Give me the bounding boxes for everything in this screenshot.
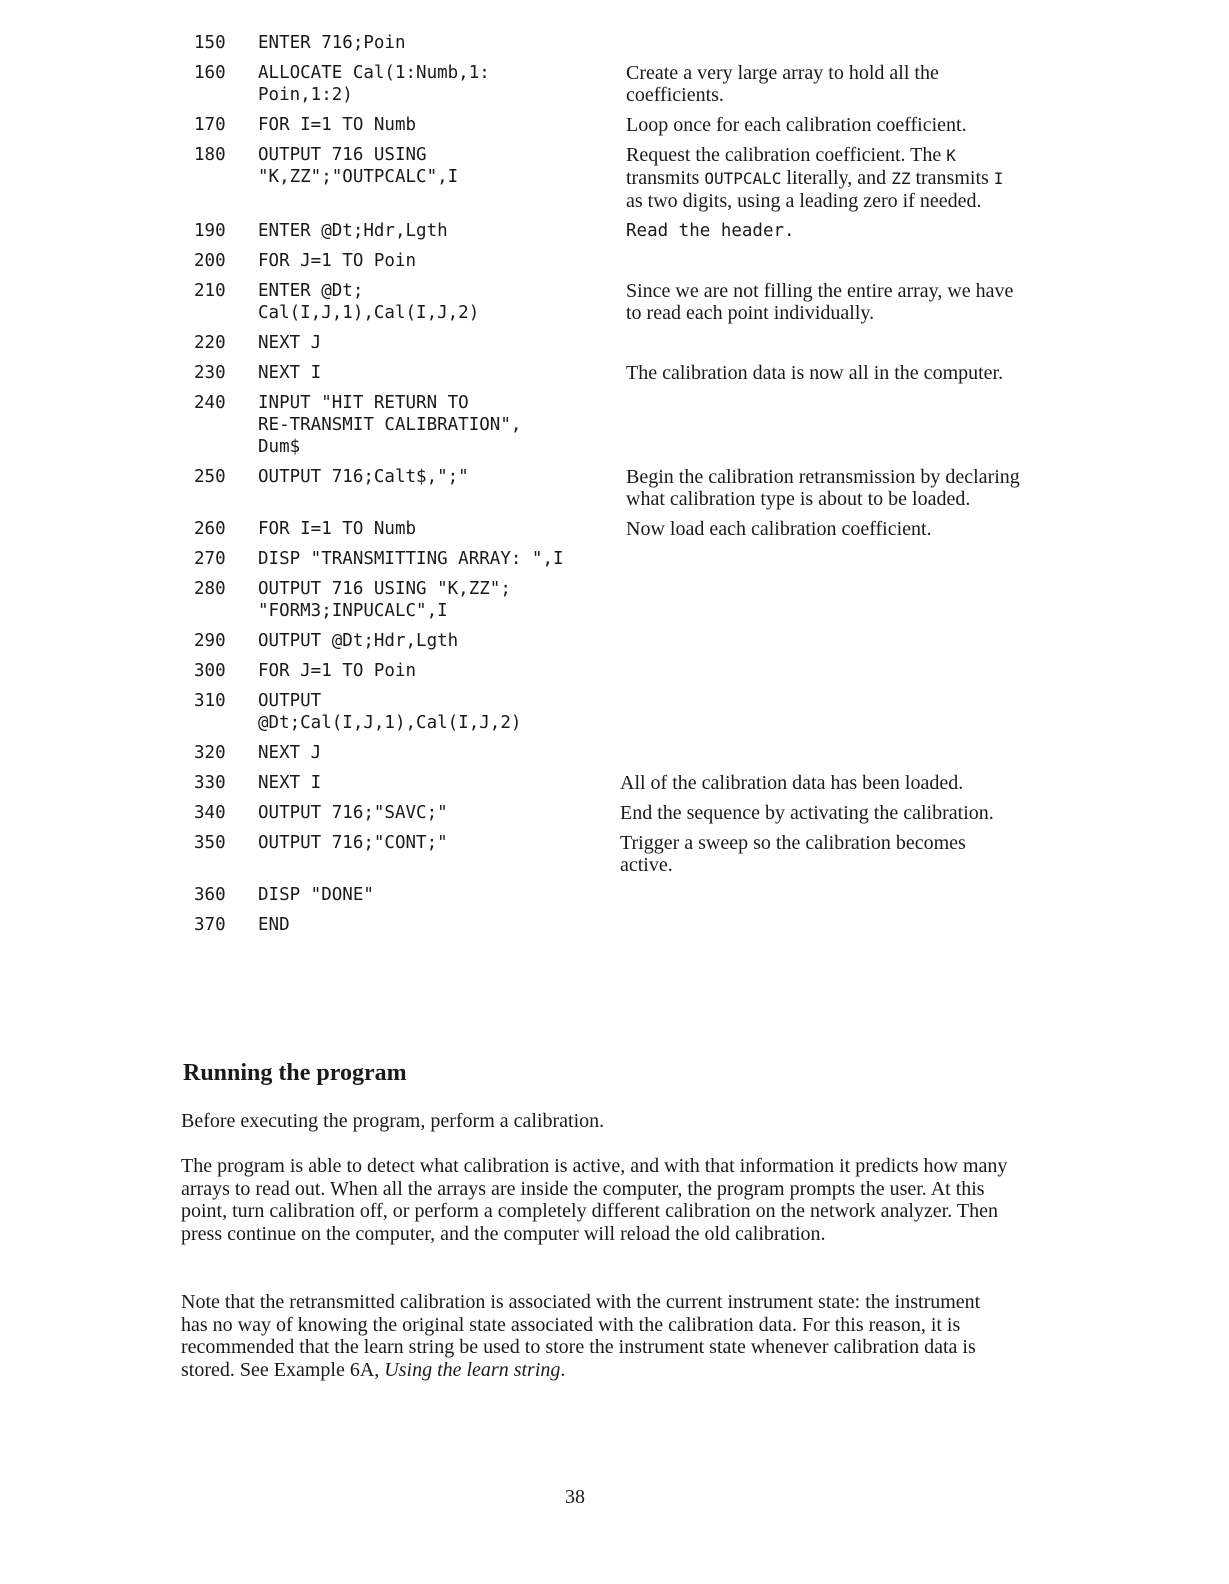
comment-text: The calibration data is now all in the computer. (626, 362, 1004, 384)
code-text: OUTPUT 716 USING "K,ZZ";"OUTPCALC",I (258, 145, 459, 187)
listing-row (180, 518, 1020, 540)
listing-row (180, 392, 1020, 458)
listing-row (180, 280, 1020, 324)
page-number: 38 (565, 1486, 585, 1508)
listing-row (180, 578, 1020, 622)
comment-text: Begin the calibration retransmission by declaring what calibration type is about to be loaded. (626, 466, 1020, 510)
listing-row (180, 832, 1020, 876)
comment-text: Loop once for each calibration coefficient. (626, 114, 967, 136)
code-text: DISP "DONE" (258, 885, 374, 905)
comment-text: Create a very large array to hold all the coefficients. (626, 62, 939, 106)
paragraph: Before executing the program, perform a calibration. (181, 1110, 605, 1132)
cross-reference: Using the learn string (384, 1358, 561, 1381)
line-number: 340 (194, 803, 226, 823)
comment-text: Now load each calibration coefficient. (626, 518, 932, 540)
listing-row (180, 802, 1020, 824)
listing-row (180, 742, 1020, 764)
line-number: 230 (194, 363, 226, 383)
line-number: 290 (194, 631, 226, 651)
line-number: 220 (194, 333, 226, 353)
listing-row (180, 914, 1020, 936)
section-heading: Running the program (183, 1060, 407, 1086)
line-number: 250 (194, 467, 226, 487)
line-number: 310 (194, 691, 226, 711)
code-text: OUTPUT 716;"SAVC;" (258, 803, 448, 823)
listing-row (180, 660, 1020, 682)
code-text: FOR I=1 TO Numb (258, 519, 417, 539)
line-number: 280 (194, 579, 226, 599)
code-text: FOR J=1 TO Poin (258, 661, 417, 681)
line-number: 190 (194, 221, 226, 241)
paragraph: The program is able to detect what calibration is active, and with that information it predicts how many arrays to read out. When all the arrays are inside the computer, the program prompts the user. At this point, turn calibration off, or perform a completely different calibration on the network analyzer. Then press continue on the computer, and the computer will reload the old calibration. (181, 1155, 1008, 1245)
listing-row (180, 362, 1020, 384)
code-text: ALLOCATE Cal(1:Numb,1: Poin,1:2) (258, 63, 490, 105)
comment-text: Trigger a sweep so the calibration becomes active. (620, 832, 966, 876)
code-text: DISP "TRANSMITTING ARRAY: ",I (258, 549, 564, 569)
code-text: FOR I=1 TO Numb (258, 115, 417, 135)
code-text: OUTPUT 716 USING "K,ZZ"; "FORM3;INPUCALC",I (258, 579, 511, 621)
listing-row (180, 144, 1020, 212)
listing-row (180, 114, 1020, 136)
code-text: ENTER @Dt;Hdr,Lgth (258, 221, 448, 241)
code-text: NEXT I (258, 363, 322, 383)
line-number: 260 (194, 519, 226, 539)
listing-row (180, 772, 1020, 794)
code-text: NEXT J (258, 333, 322, 353)
code-text: FOR J=1 TO Poin (258, 251, 417, 271)
line-number: 240 (194, 393, 226, 413)
listing-row (180, 32, 1020, 54)
line-number: 320 (194, 743, 226, 763)
listing-row (180, 548, 1020, 570)
code-text: OUTPUT 716;"CONT;" (258, 833, 448, 853)
listing-row (180, 250, 1020, 272)
listing-row (180, 220, 1020, 242)
line-number: 370 (194, 915, 226, 935)
code-text: ENTER @Dt; Cal(I,J,1),Cal(I,J,2) (258, 281, 480, 323)
comment-text: Request the calibration coefficient. The K transmits OUTPCALC literally, and ZZ transmits I as two digits, using a leading zero if needed. (626, 144, 1004, 212)
comment-text: Since we are not filling the entire array, we have to read each point individually. (626, 280, 1014, 324)
listing-row (180, 884, 1020, 906)
line-number: 270 (194, 549, 226, 569)
listing-row (180, 630, 1020, 652)
code-text: OUTPUT 716;Calt$,";" (258, 467, 469, 487)
line-number: 150 (194, 33, 226, 53)
listing-row (180, 332, 1020, 354)
comment-text: All of the calibration data has been loaded. (620, 772, 964, 794)
line-number: 210 (194, 281, 226, 301)
line-number: 360 (194, 885, 226, 905)
line-number: 170 (194, 115, 226, 135)
comment-text: Read the header. (626, 221, 795, 241)
comment-text: End the sequence by activating the calibration. (620, 802, 994, 824)
line-number: 180 (194, 145, 226, 165)
line-number: 200 (194, 251, 226, 271)
program-listing (180, 32, 1020, 944)
code-text: OUTPUT @Dt;Cal(I,J,1),Cal(I,J,2) (258, 691, 522, 733)
line-number: 350 (194, 833, 226, 853)
listing-row (180, 690, 1020, 734)
code-text: NEXT I (258, 773, 322, 793)
line-number: 330 (194, 773, 226, 793)
code-text: ENTER 716;Poin (258, 33, 406, 53)
code-text: INPUT "HIT RETURN TO RE-TRANSMIT CALIBRATION", Dum$ (258, 393, 522, 457)
listing-row (180, 62, 1020, 106)
code-text: OUTPUT @Dt;Hdr,Lgth (258, 631, 459, 651)
paragraph: Note that the retransmitted calibration is associated with the current instrument state: the instrument has no way of knowing the original state associated with the calibration data. For this reason, it is recommended that the learn string be used to store the instrument state whenever calibration data is stored. See Example 6A, Using the learn string. (181, 1291, 981, 1381)
code-text: NEXT J (258, 743, 322, 763)
line-number: 160 (194, 63, 226, 83)
line-number: 300 (194, 661, 226, 681)
code-text: END (258, 915, 290, 935)
listing-row (180, 466, 1020, 510)
